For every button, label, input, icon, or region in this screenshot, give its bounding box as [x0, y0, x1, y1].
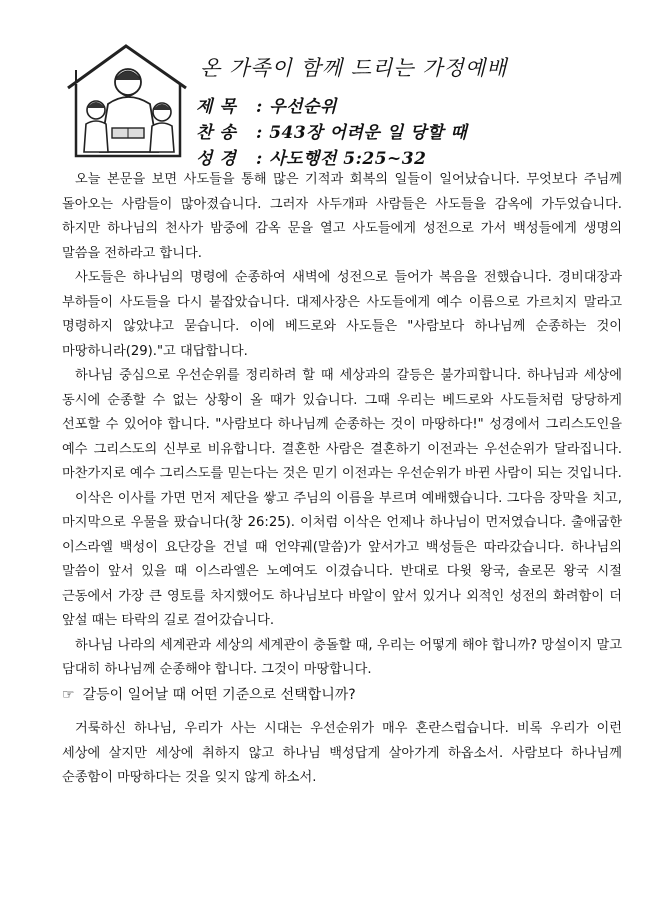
meta-label: 찬 송 [196, 123, 237, 143]
meta-value: : 우선순위 [256, 97, 337, 117]
question-text: 갈등이 일어날 때 어떤 기준으로 선택합니까? [82, 686, 356, 703]
meta-row-hymn [196, 118, 467, 143]
meta-row-subject [196, 92, 337, 117]
sermon-body [62, 168, 622, 791]
paragraph: 사도들은 하나님의 명령에 순종하여 새벽에 성전으로 들어가 복음을 전했습니다. 경비대장과 부하들이 사도들을 다시 붙잡았습니다. 대제사장은 사도들에게 예수 이름으로 가르치지 말라고 명령하지 않았냐고 묻습니다. 이에 베드로와 사도들은 "사람보다 하나님께 순종하는 것이 마땅하니라(29)."고 대답합니다. [62, 270, 622, 359]
meta-label: 제 목 [196, 97, 237, 117]
meta-row-scripture [196, 144, 426, 169]
pointing-hand-icon: ☞ [62, 686, 75, 703]
prayer-paragraph: 거룩하신 하나님, 우리가 사는 시대는 우선순위가 매우 혼란스럽습니다. 비록 우리가 이런 세상에 살지만 세상에 취하지 않고 하나님 백성답게 살아가게 하옵소서. 사람보다 하나님께 순종함이 마땅하다는 것을 잊지 않게 하소서. [62, 721, 622, 785]
family-worship-house-illustration [62, 40, 194, 162]
page-title: 온 가족이 함께 드리는 가정예배 [200, 56, 508, 80]
reflection-question [62, 683, 622, 708]
paragraph: 하나님 중심으로 우선순위를 정리하려 할 때 세상과의 갈등은 불가피합니다. 하나님과 세상에 동시에 순종할 수 없는 상황이 올 때가 있습니다. 그때 우리는 베드로와 사도들처럼 당당하게 선포할 수 있어야 합니다. "사람보다 하나님께 순종하는 것이 마땅하다!" 성경에서 그리스도인을 예수 그리스도의 신부로 비유합니다. 결혼한 사람은 결혼하기 이전과는 우선순위가 달라집니다. 마찬가지로 예수 그리스도를 믿는다는 것은 믿기 이전과는 우선순위가 바뀐 사람이 되는 것입니다. [62, 368, 622, 481]
meta-label: 성 경 [196, 149, 237, 169]
meta-value: : 543장 어려운 일 당할 때 [256, 123, 468, 143]
paragraph: 오늘 본문을 보면 사도들을 통해 많은 기적과 회복의 일들이 일어났습니다. 무엇보다 주님께 돌아오는 사람들이 많아졌습니다. 그러자 사두개파 사람들은 사도들을 감옥에 가두었습니다. 하지만 하나님의 천사가 밤중에 감옥 문을 열고 사도들에게 성전으로 가서 백성들에게 생명의 말씀을 전하라고 합니다. [62, 172, 622, 261]
worship-header [0, 0, 660, 170]
paragraph: 하나님 나라의 세계관과 세상의 세계관이 충돌할 때, 우리는 어떻게 해야 합니까? 망설이지 말고 담대히 하나님께 순종해야 합니다. 그것이 마땅합니다. [62, 637, 623, 677]
paragraph: 이삭은 이사를 가면 먼저 제단을 쌓고 주님의 이름을 부르며 예배했습니다. 그다음 장막을 치고, 마지막으로 우물을 팠습니다(창 26:25). 이처럼 이삭은 언제나 하나님이 먼저였습니다. 출애굽한 이스라엘 백성이 요단강을 건널 때 언약궤(말씀)가 앞서가고 백성들은 따라갔습니다. 하나님의 말씀이 앞서 있을 때 이스라엘은 노예여도 이겼습니다. 반대로 다윗 왕국, 솔로몬 왕국 시절 근동에서 가장 큰 영토를 차지했어도 하나님보다 바알이 앞서 있거나 외적인 성전의 화려함이 더 앞설 때는 타락의 길로 걸어갔습니다. [62, 490, 622, 628]
meta-value: : 사도행전 5:25~32 [256, 149, 427, 169]
